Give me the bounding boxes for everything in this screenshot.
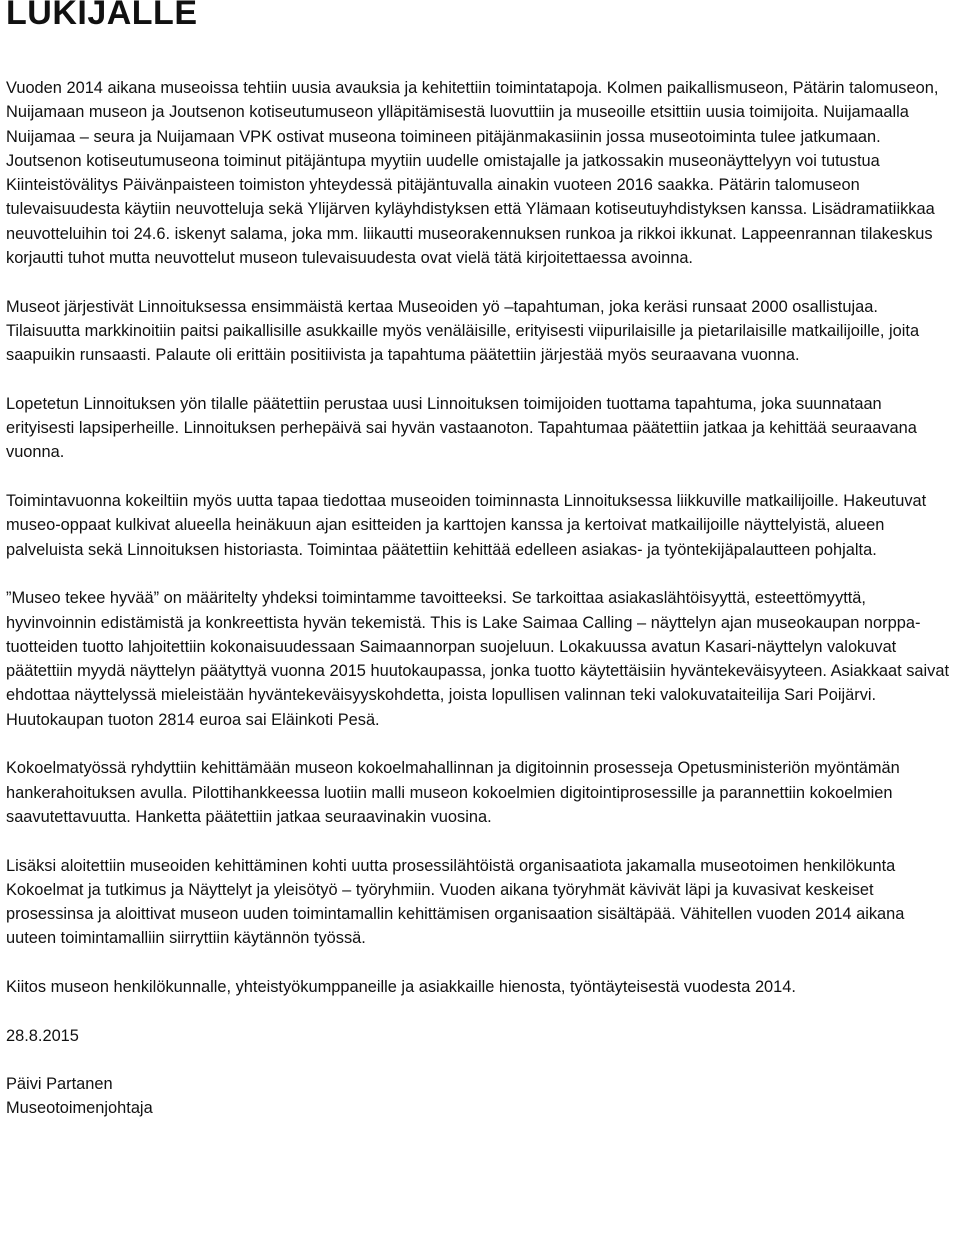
paragraph-thanks: Kiitos museon henkilökunnalle, yhteistyökumppaneille ja asiakkaille hienosta, työntäyteisestä vuodesta 2014. — [6, 977, 796, 996]
page-title: LUKIJALLE — [6, 0, 198, 32]
paragraph-museum-does-good: ”Museo tekee hyvää” on määritelty yhdeksi toimintamme tavoitteeksi. Se tarkoittaa asiakaslähtöisyyttä, esteettömyyttä, hyvinvoinnin edistämistä ja konkreettista hyvän tekemistä. This is Lake Saimaa Calling – näyttelyn ajan museokaupan norppa-tuotteiden tuotto lahjoitettiin kokonaisuudessaan Saimaannorpan suojeluun. Lokakuussa avatun Kasari-näyttelyn valokuvat päätettiin myydä näyttelyn päätyttyä vuonna 2015 huutokaupassa, jonka tuotto käytettäisiin hyväntekeväisyyteen. Asiakkaat saivat ehdottaa näyttelyssä mieleistään hyväntekeväisyyskohdetta, joista lopullisen valinnan teki valokuvataiteilija Sari Poijärvi. Huutokaupan tuoton 2814 euroa sai Eläinkoti Pesä. — [6, 589, 950, 729]
paragraph-organisation-development: Lisäksi aloitettiin museoiden kehittäminen kohti uutta prosessilähtöistä organisaatiota jakamalla museotoimen henkilökunta Kokoelmat ja tutkimus ja Näyttelyt ja yleisötyö – työryhmiin. Vuoden aikana työryhmät kävivät läpi ja kuvasivat keskeiset prosessinsa ja aloittivat museon uuden toimintamallin kehittämisen organisaation sisältäpää. Vähitellen vuoden 2014 aikana uuteen toimintamalliin siirryttiin käytännön työssä. — [6, 856, 905, 948]
paragraph-museum-guides: Toimintavuonna kokeiltiin myös uutta tapaa tiedottaa museoiden toiminnasta Linnoituksessa liikkuville matkailijoille. Hakeutuvat museo-oppaat kulkivat alueella heinäkuun ajan esitteiden ja karttojen kanssa ja kertoivat matkailijoille näyttelyistä, alueen palveluista sekä Linnoituksen historiasta. Toimintaa päätettiin kehittää edelleen asiakas- ja työntekijäpalautteen pohjalta. — [6, 492, 927, 559]
signer-name: Päivi Partanen — [6, 1075, 113, 1094]
paragraph-family-day: Lopetetun Linnoituksen yön tilalle päätettiin perustaa uusi Linnoituksen toimijoiden tuottama tapahtuma, joka suunnataan erityisesti lapsiperheille. Linnoituksen perhepäivä sai hyvän vastaanoton. Tapahtumaa päätettiin jatkaa ja kehittää seuraavana vuonna. — [6, 394, 917, 462]
paragraph-collections-digitization: Kokoelmatyössä ryhdyttiin kehittämään museon kokoelmahallinnan ja digitoinnin prosesseja Opetusministeriön myöntämän hankerahoituksen avulla. Pilottihankkeessa luotiin malli museon kokoelmien digitointiprosessille ja parannettiin kokoelmien saavutettavuutta. Hanketta päätettiin jatkaa seuraavinakin vuosina. — [6, 759, 900, 826]
signature-block — [6, 1072, 952, 1121]
paragraph-museum-changes: Vuoden 2014 aikana museoissa tehtiin uusia avauksia ja kehitettiin toimintatapoja. Kolmen paikallismuseon, Pätärin talomuseon, Nuijamaan museon ja Joutsenon kotiseutumuseon ylläpitämisestä luovuttiin ja museoille etsittiin uusia toimijoita. Nuijamaalla Nuijamaa – seura ja Nuijamaan VPK ostivat museona toimineen pitäjänmakasiinin jossa museotoiminta tulee jatkumaan. Joutsenon kotiseutumuseona toiminut pitäjäntupa myytiin uudelle omistajalle ja jatkossakin museonäyttelyyn voi tutustua Kiinteistövälitys Päivänpaisteen toimiston yhteydessä pitäjäntuvalla ainakin vuoteen 2016 saakka. Pätärin talomuseon tulevaisuudesta käytiin neuvotteluja sekä Ylijärven kyläyhdistyksen että Ylämaan kotiseutuyhdistyksen kanssa. Lisädramatiikkaa neuvotteluihin toi 24.6. iskenyt salama, joka mm. liikautti museorakennuksen runkoa ja rikkoi ikkunat. Lappeenrannan tilakeskus korjautti tuhot mutta neuvottelut museon tulevaisuudesta ovat vielä tätä kirjoitettaessa avoinna. — [6, 79, 939, 268]
document-date: 28.8.2015 — [6, 1026, 79, 1045]
paragraph-museum-night: Museot järjestivät Linnoituksessa ensimmäistä kertaa Museoiden yö –tapahtuman, joka keräsi runsaat 2000 osallistujaa. Tilaisuutta markkinoitiin paitsi paikallisille asukkaille myös venäläisille, erityisesti viipurilaisille ja pietarilaisille matkailijoille, joita saapuikin runsaasti. Palaute oli erittäin positiivista ja tapahtuma päätettiin järjestää myös seuraavana vuonna. — [6, 297, 920, 365]
document-page — [6, 0, 952, 1121]
document-body — [6, 76, 952, 1121]
signer-title: Museotoimenjohtaja — [6, 1099, 153, 1118]
